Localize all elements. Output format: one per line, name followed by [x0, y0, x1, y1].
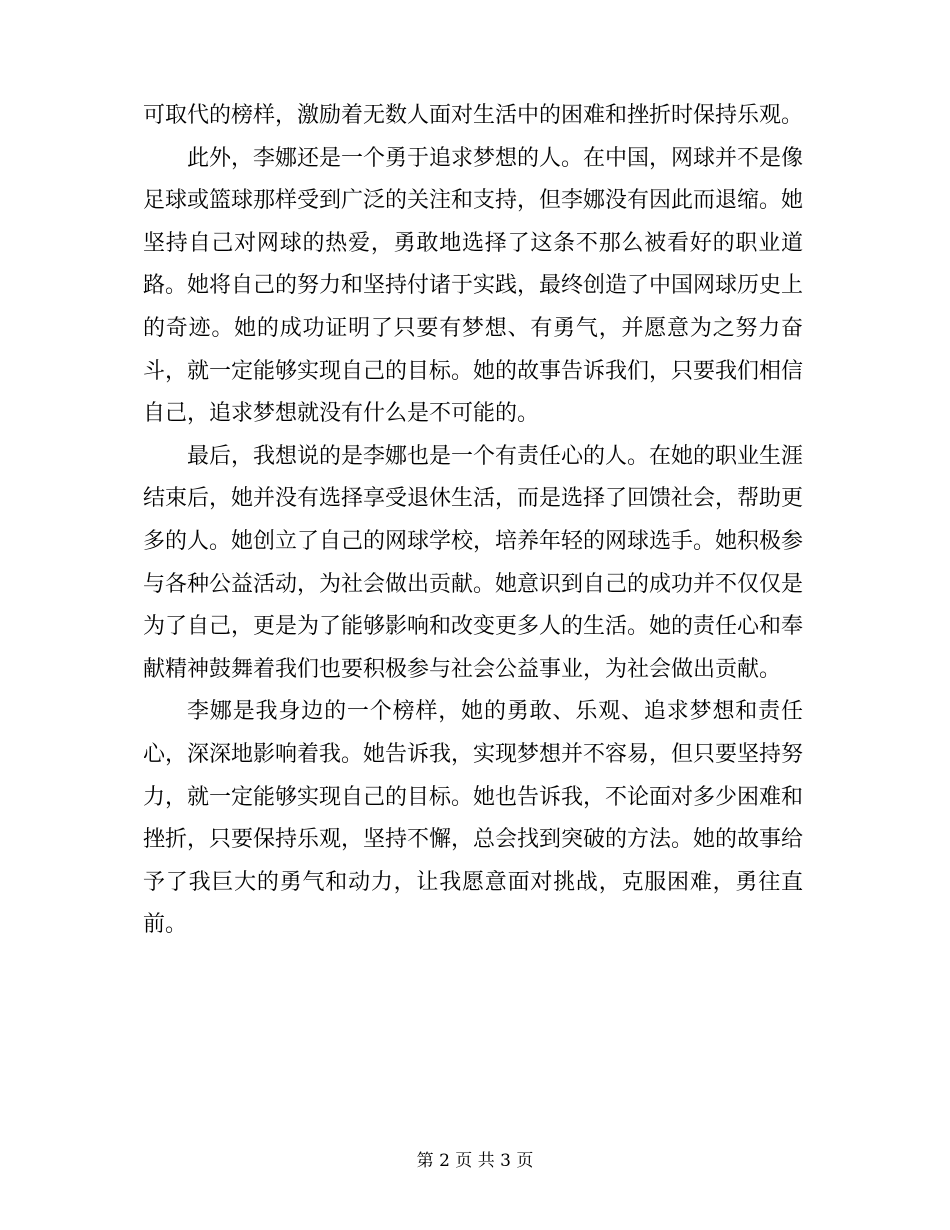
paragraph-continuation: 可取代的榜样，激励着无数人面对生活中的困难和挫折时保持乐观。 — [143, 103, 804, 128]
paragraph-conclusion: 李娜是我身边的一个榜样，她的勇敢、乐观、追求梦想和责任心，深深地影响着我。她告诉我，实现梦想并不容易，但只要坚持努力，就一定能够实现自己的目标。她也告诉我，不论面对多少困难和挫折，只要保持乐观，坚持不懈，总会找到突破的方法。她的故事给予了我巨大的勇气和动力，让我愿意面对挑战，克服困难，勇往直前。 — [143, 699, 804, 938]
paragraph-responsibility: 最后，我想说的是李娜也是一个有责任心的人。在她的职业生涯结束后，她并没有选择享受退休生活，而是选择了回馈社会，帮助更多的人。她创立了自己的网球学校，培养年轻的网球选手。她积极参与各种公益活动，为社会做出贡献。她意识到自己的成功并不仅仅是为了自己，更是为了能够影响和改变更多人的生活。她的责任心和奉献精神鼓舞着我们也要积极参与社会公益事业，为社会做出贡献。 — [143, 443, 804, 682]
page-number-footer: 第 2 页 共 3 页 — [416, 1151, 534, 1171]
paragraph-pursuing-dreams: 此外，李娜还是一个勇于追求梦想的人。在中国，网球并不是像足球或篮球那样受到广泛的关注和支持，但李娜没有因此而退缩。她坚持自己对网球的热爱，勇敢地选择了这条不那么被看好的职业道路。她将自己的努力和坚持付诸于实践，最终创造了中国网球历史上的奇迹。她的成功证明了只要有梦想、有勇气，并愿意为之努力奋斗，就一定能够实现自己的目标。她的故事告诉我们，只要我们相信自己，追求梦想就没有什么是不可能的。 — [143, 145, 804, 427]
document-body — [143, 95, 803, 947]
